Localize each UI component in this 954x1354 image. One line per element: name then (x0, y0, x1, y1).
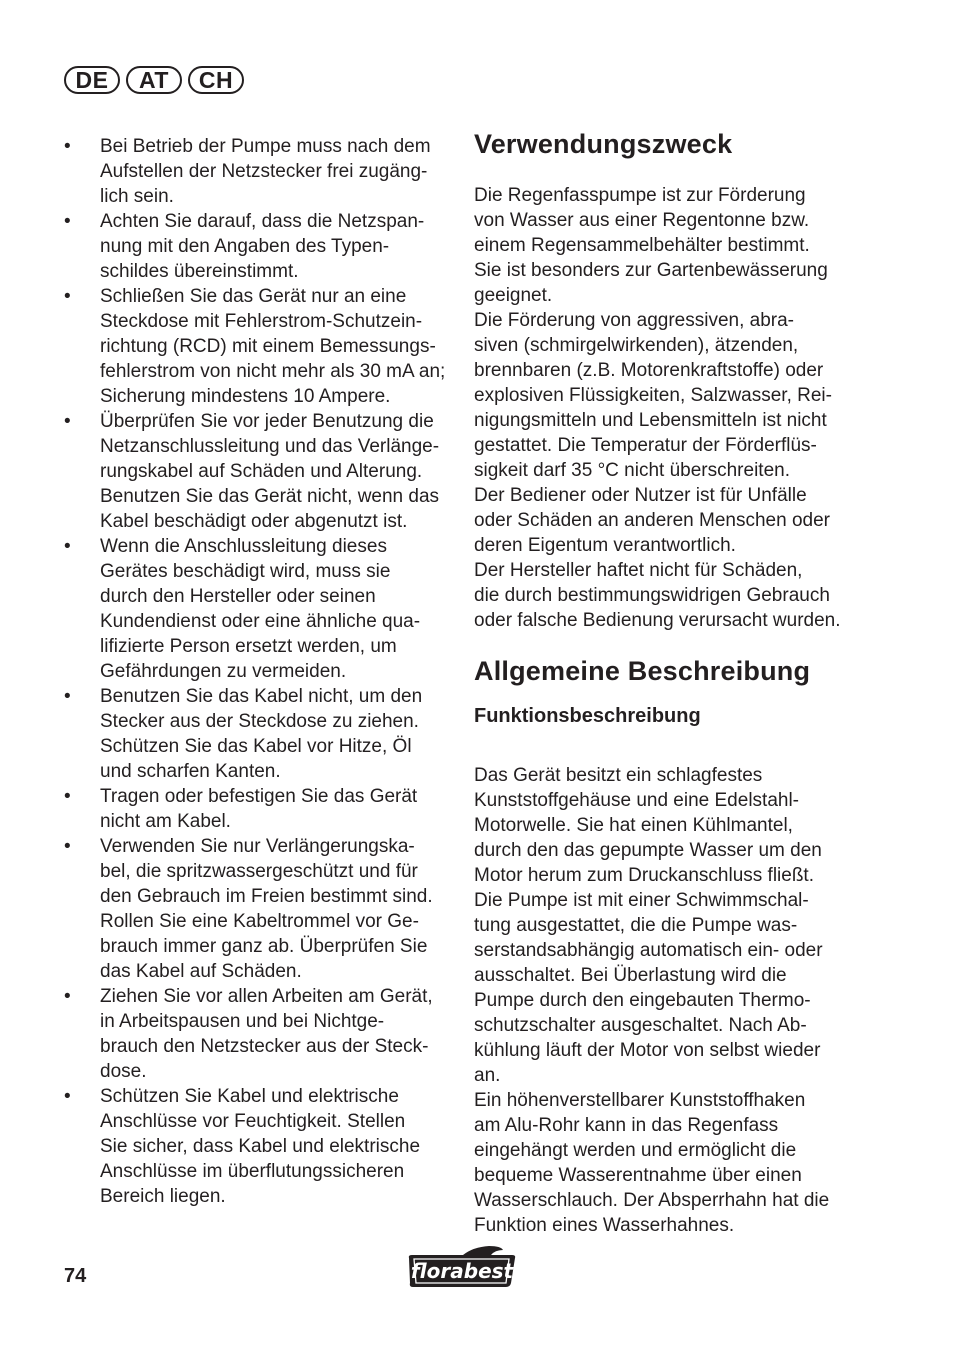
country-badge-de: DE (64, 66, 120, 94)
description-column (474, 126, 874, 1238)
florabest-logo-icon (405, 1244, 519, 1290)
country-badge-ch: CH (188, 66, 244, 94)
list-item (62, 209, 454, 284)
list-item-text: Verwenden Sie nur Verlängerungska- bel, die spritzwassergeschützt und für den Gebrauch im Freien bestimmt sind. Rollen Sie eine Kabeltrommel vor Ge- brauch immer ganz ab. Überprüfen Sie das Kabel auf Schäden. (100, 836, 433, 982)
bullet-marker: • (64, 286, 71, 307)
list-item-text: Tragen oder befestigen Sie das Gerät nicht am Kabel. (100, 786, 418, 832)
list-item (62, 534, 454, 684)
list-item (62, 784, 454, 834)
list-item-text: Benutzen Sie das Kabel nicht, um den Stecker aus der Steckdose zu ziehen. Schützen Sie das Kabel vor Hitze, Öl und scharfen Kanten. (100, 686, 423, 782)
florabest-logo (405, 1244, 519, 1295)
purpose-paragraph: Die Regenfasspumpe ist zur Förderung von Wasser aus einer Regentonne bzw. einem Regensammelbehälter bestimmt. Sie ist besonders zur Gartenbewässerung geeignet. Die Förderung von aggressiven, abra- siven (schmirgelwirkenden), ätzenden, brennbaren (z.B. Motorenkraftstoffe) oder explosiven Flüssigkeiten, Salzwasser, Rei- nigungsmitteln und Lebensmitteln ist nicht gestattet. Die Temperatur der Förderflüs- sigkeit darf 35 °C nicht überschreiten. Der Bediener oder Nutzer ist für Unfälle oder Schäden an anderen Menschen oder deren Eigentum verantwortlich. Der Hersteller haftet nicht für Schäden, die durch bestimmungswidrigen Gebrauch oder falsche Bedienung verursacht wurden. (474, 185, 841, 631)
page-number: 74 (64, 1265, 87, 1287)
section-heading-general-description: Allgemeine Beschreibung (474, 656, 811, 686)
country-badge-at: AT (126, 66, 182, 94)
list-item (62, 684, 454, 784)
bullet-marker: • (64, 411, 71, 432)
country-badges (64, 66, 244, 94)
bullet-marker: • (64, 211, 71, 232)
list-item-text: Schließen Sie das Gerät nur an eine Steckdose mit Fehlerstrom-Schutzein- richtung (RCD) mit einem Bemessungs- fehlerstrom von nicht mehr als 30 mA an; Sicherung mindestens 10 Ampere. (100, 286, 446, 407)
list-item (62, 984, 454, 1084)
function-paragraph: Das Gerät besitzt ein schlagfestes Kunststoffgehäuse und eine Edelstahl- Motorwelle. Sie hat einen Kühlmantel, durch den das gepumpte Wasser um den Motor herum zum Druckanschluss fließt. Die Pumpe ist mit einer Schwimmschal- tung ausgestattet, die die Pumpe was- serstandsabhängig automatisch ein- oder ausschaltet. Bei Überlastung wird die Pumpe durch den eingebauten Thermo- schutzschalter ausgeschaltet. Nach Ab- kühlung läuft der Motor von selbst wieder an. Ein höhenverstellbarer Kunststoffhaken am Alu-Rohr kann in das Regenfass eingehängt werden und ermöglicht die bequeme Wasserentnahme über einen Wasserschlauch. Der Absperrhahn hat die Funktion eines Wasserhahnes. (474, 765, 830, 1236)
bullet-marker: • (64, 136, 71, 157)
bullet-marker: • (64, 986, 71, 1007)
list-item-text: Überprüfen Sie vor jeder Benutzung die Netzanschlussleitung und das Verlänge- rungskabel auf Schäden und Alterung. Benutzen Sie das Gerät nicht, wenn das Kabel beschädigt oder abgenutzt ist. (100, 411, 440, 532)
list-item-text: Wenn die Anschlussleitung dieses Gerätes beschädigt wird, muss sie durch den Hersteller oder seinen Kundendienst oder eine ähnliche qua- lifizierte Person ersetzt werden, um Gefährdungen zu vermeiden. (100, 536, 421, 682)
section-heading-purpose: Verwendungszweck (474, 129, 733, 159)
brand-name: florabest (410, 1259, 514, 1283)
list-item-text: Ziehen Sie vor allen Arbeiten am Gerät, in Arbeitspausen und bei Nichtge- brauch den Netzstecker aus der Steck- dose. (100, 986, 433, 1082)
bullet-marker: • (64, 536, 71, 557)
safety-instructions (62, 134, 454, 1209)
bullet-marker: • (64, 686, 71, 707)
bullet-marker: • (64, 786, 71, 807)
list-item (62, 284, 454, 409)
bullet-marker: • (64, 1086, 71, 1107)
list-item-text: Achten Sie darauf, dass die Netzspan- nung mit den Angaben des Typen- schildes übereinstimmt. (100, 211, 425, 282)
bullet-marker: • (64, 836, 71, 857)
list-item-text: Schützen Sie Kabel und elektrische Anschlüsse vor Feuchtigkeit. Stellen Sie sicher, dass Kabel und elektrische Anschlüsse im überflutungssicheren Bereich liegen. (100, 1086, 421, 1207)
list-item (62, 409, 454, 534)
list-item (62, 834, 454, 984)
subsection-heading-function: Funktionsbeschreibung (474, 705, 701, 727)
list-item (62, 1084, 454, 1209)
safety-bullet-list (62, 134, 454, 1209)
list-item (62, 134, 454, 209)
list-item-text: Bei Betrieb der Pumpe muss nach dem Aufstellen der Netzstecker frei zugäng- lich sein. (100, 136, 431, 207)
